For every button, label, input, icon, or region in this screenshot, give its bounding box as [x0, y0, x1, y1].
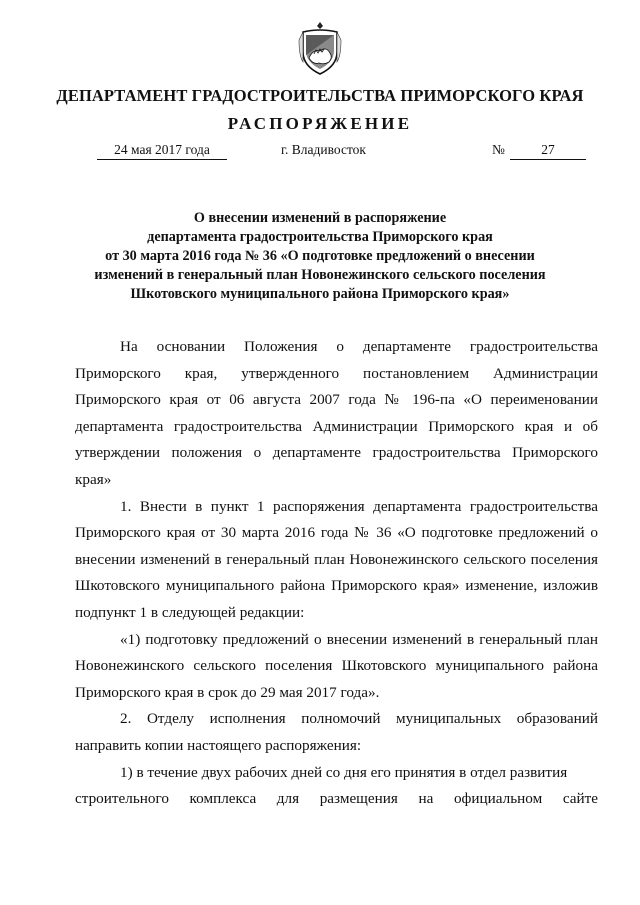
document-body: [75, 334, 598, 813]
document-city: г. Владивосток: [281, 142, 366, 157]
coat-of-arms-icon: [297, 20, 343, 76]
document-number: 27: [510, 142, 586, 160]
title-line: изменений в генеральный план Новонежинского сельского поселения: [94, 267, 546, 283]
paragraph-quoted-subitem: «1) подготовку предложений о внесении изменений в генеральный план Новонежинского сельского поселения Шкотовского муниципального района Приморского края в срок до 29 мая 2017 года».: [75, 630, 598, 701]
document-date: 24 мая 2017 года: [97, 142, 227, 160]
paragraph-continuation: строительного комплекса для размещения на официальном сайте: [75, 790, 598, 808]
department-name: ДЕПАРТАМЕНТ ГРАДОСТРОИТЕЛЬСТВА ПРИМОРСКОГО КРАЯ: [56, 86, 584, 105]
paragraph-item-1: 1. Внести в пункт 1 распоряжения департамента градостроительства Приморского края от 30 марта 2016 года № 36 «О подготовке предложений о внесении изменений в генеральный план Новонежинского сельского поселения Шкотовского муниципального района Приморского края» изменение, изложив подпункт 1 в следующей редакции:: [75, 497, 598, 621]
paragraph-basis: На основании Положения о департаменте градостроительства Приморского края, утвержденного постановлением Администрации Приморского края от 06 августа 2007 года № 196-па «О переименовании департамента градостроительства Администрации Приморского края и об утверждении положения о департаменте градостроительства Приморского края»: [75, 338, 598, 488]
title-line: О внесении изменений в распоряжение: [193, 210, 447, 226]
number-label: №: [492, 142, 505, 157]
document-title: [60, 209, 580, 304]
title-line: от 30 марта 2016 года № 36 «О подготовке предложений о внесении: [105, 248, 535, 264]
title-line: Шкотовского муниципального района Приморского края»: [130, 286, 510, 302]
document-type: РАСПОРЯЖЕНИЕ: [227, 114, 413, 133]
paragraph-subitem-1: 1) в течение двух рабочих дней со дня его принятия в отдел развития: [120, 763, 568, 781]
paragraph-item-2: 2. Отделу исполнения полномочий муниципальных образований направить копии настоящего распоряжения:: [75, 710, 598, 754]
title-line: департамента градостроительства Приморского края: [147, 229, 493, 245]
